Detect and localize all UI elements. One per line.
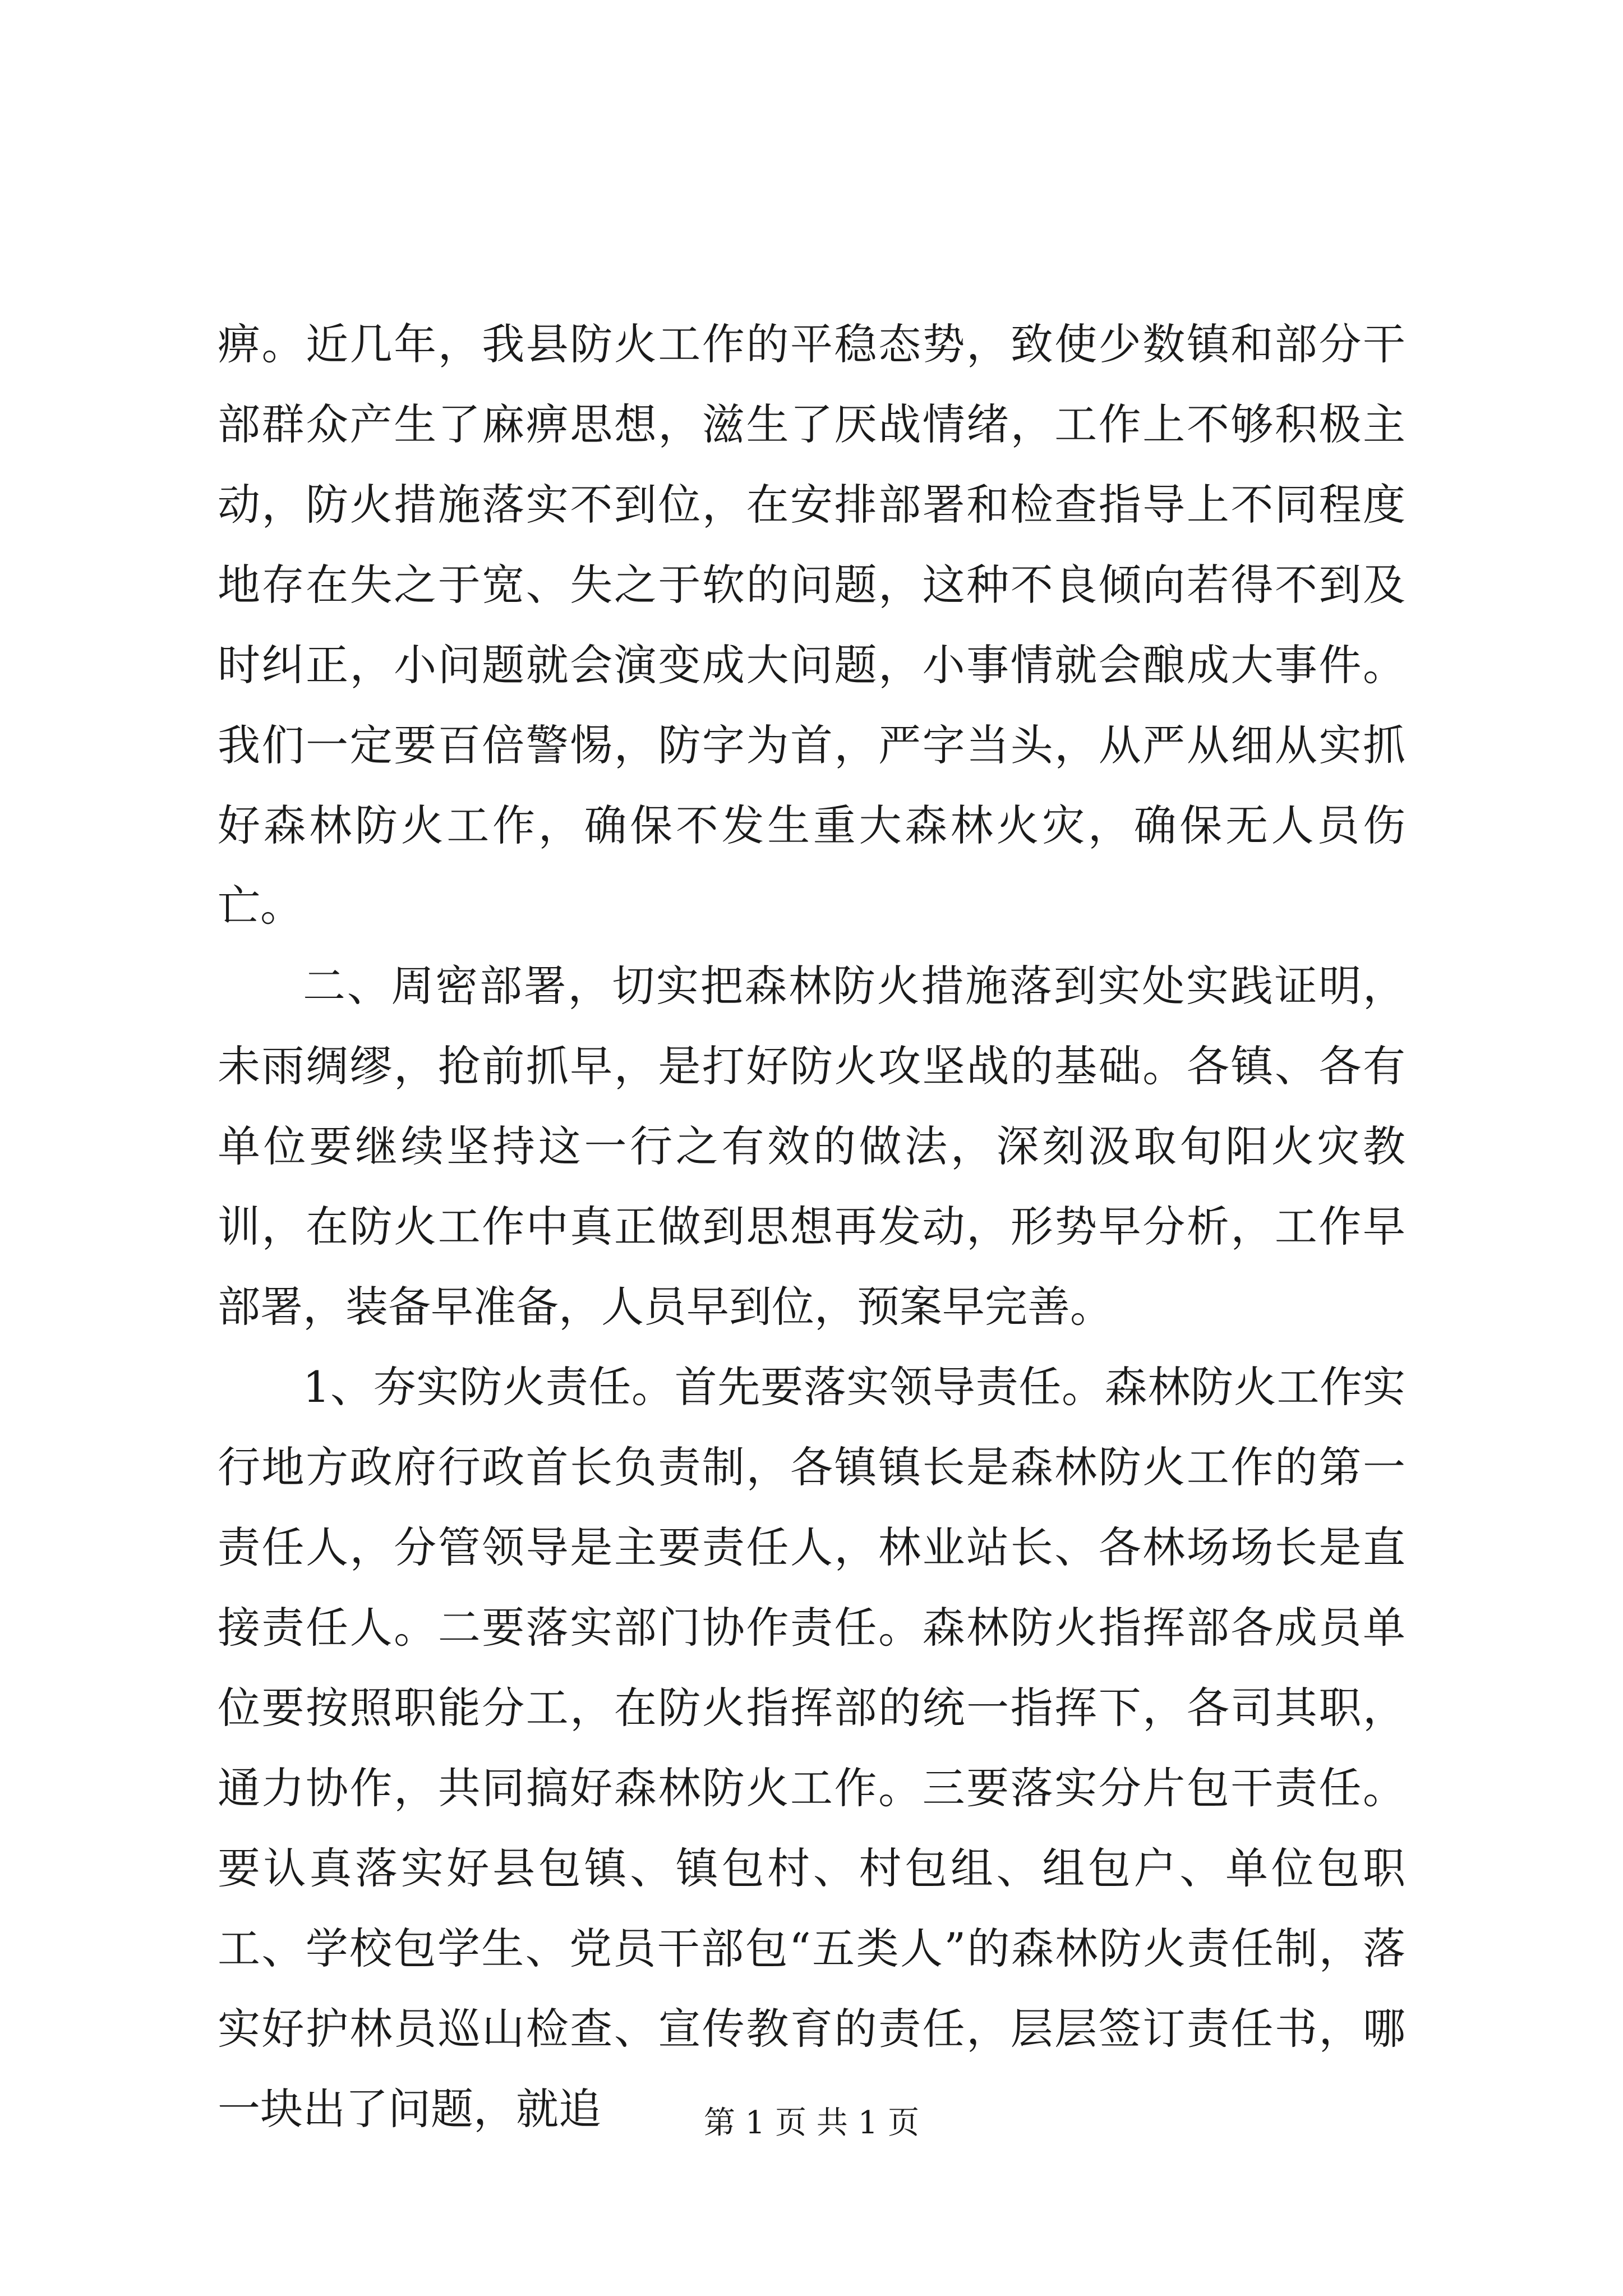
page-footer: 第 1 页 共 1 页 <box>703 2105 920 2141</box>
paragraph-3: 1、夯实防火责任。首先要落实领导责任。森林防火工作实行地方政府行政首长负责制，各镇镇长是森林防火工作的第一责任人，分管领导是主要责任人，林业站长、各林场场长是直接责任人。二要落实部门协作责任。森林防火指挥部各成员单位要按照职能分工，在防火指挥部的统一指挥下，各司其职，通力协作，共同搞好森林防火工作。三要落实分片包干责任。要认真落实好县包镇、镇包村、村包组、组包户、单位包职工、学校包学生、党员干部包“五类人”的森林防火责任制，落实好护林员巡山检查、宣传教育的责任，层层签订责任书，哪一块出了问题，就追 <box>218 1362 1405 2134</box>
paragraph-2: 二、周密部署，切实把森林防火措施落到实处实践证明，未雨绸缪，抢前抓早，是打好防火攻坚战的基础。各镇、各有单位要继续坚持这一行之有效的做法，深刻汲取旬阳火灾教训，在防火工作中真正做到思想再发动，形势早分析，工作早部署，装备早准备，人员早到位，预案早完善。 <box>218 961 1405 1332</box>
paragraph-1: 痹。近几年，我县防火工作的平稳态势，致使少数镇和部分干部群众产生了麻痹思想，滋生了厌战情绪，工作上不够积极主动，防火措施落实不到位，在安排部署和检查指导上不同程度地存在失之于宽、失之于软的问题，这种不良倾向若得不到及时纠正，小问题就会演变成大问题，小事情就会酿成大事件。我们一定要百倍警惕，防字为首，严字当头，从严从细从实抓好森林防火工作，确保不发生重大森林火灾，确保无人员伤亡。 <box>218 319 1405 931</box>
document-body <box>218 304 1405 2149</box>
